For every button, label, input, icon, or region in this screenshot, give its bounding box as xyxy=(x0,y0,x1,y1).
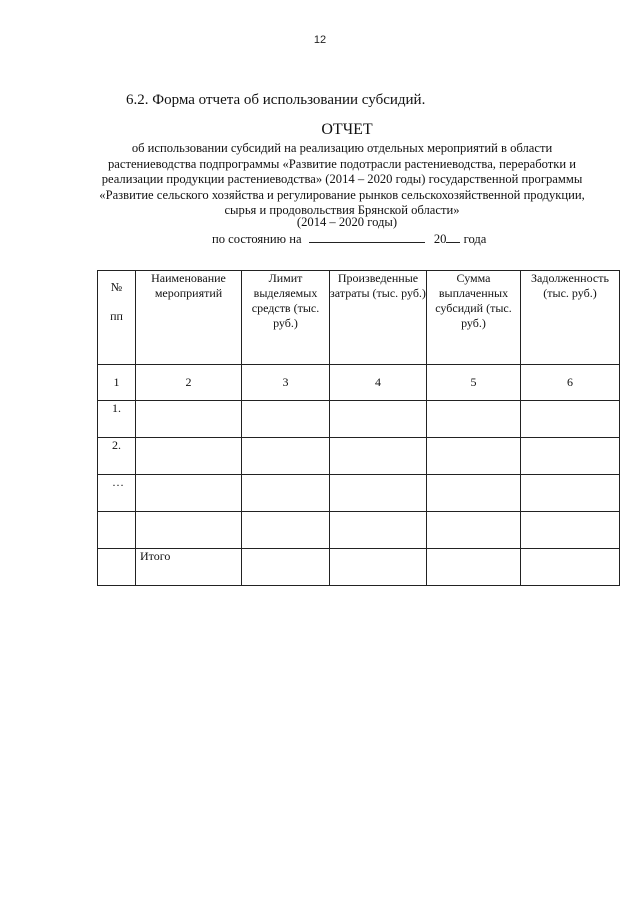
header-no-symbol: № xyxy=(110,280,123,294)
table-cell xyxy=(330,512,427,549)
table-cell xyxy=(330,475,427,512)
row-name xyxy=(136,475,242,512)
row-number: … xyxy=(98,475,136,512)
header-limit: Лимит выделяемых средств (тыс. руб.) xyxy=(242,271,330,365)
table-cell xyxy=(521,512,620,549)
table-header-row xyxy=(98,271,620,365)
column-number-row xyxy=(98,365,620,401)
table-row xyxy=(98,475,620,512)
table-cell xyxy=(242,549,330,586)
table-cell xyxy=(521,475,620,512)
row-name xyxy=(136,512,242,549)
column-number: 5 xyxy=(427,365,521,401)
date-year-prefix: 20 xyxy=(433,232,447,246)
table-cell xyxy=(427,549,521,586)
column-number: 3 xyxy=(242,365,330,401)
date-suffix: года xyxy=(463,232,487,246)
header-name: Наименование мероприятий xyxy=(136,271,242,365)
table-row xyxy=(98,512,620,549)
column-number: 1 xyxy=(98,365,136,401)
report-subtitle: об использовании субсидий на реализацию отдельных мероприятий в области растениеводства подпрограммы «Развитие подотрасли растениеводства, переработки и реализации продукции растениеводства» (2014 – 2020 годы) государственной программы «Развитие сельского хозяйства и регулирование рынков сельскохозяйственной продукции, сырья и продовольствия Брянской области» xyxy=(99,141,585,218)
table-cell xyxy=(330,549,427,586)
report-table xyxy=(97,270,620,586)
row-name xyxy=(136,438,242,475)
table-cell xyxy=(242,401,330,438)
section-heading: 6.2. Форма отчета об использовании субсидий. xyxy=(126,92,426,108)
date-prefix: по состоянию на xyxy=(212,232,302,246)
table-cell xyxy=(427,475,521,512)
total-label: Итого xyxy=(136,549,242,586)
table-cell xyxy=(330,438,427,475)
report-date-line xyxy=(212,231,486,247)
column-number: 4 xyxy=(330,365,427,401)
header-paid: Сумма выплаченных субсидий (тыс. руб.) xyxy=(427,271,521,365)
table-cell xyxy=(427,401,521,438)
header-no xyxy=(98,271,136,365)
table-row xyxy=(98,401,620,438)
table-cell xyxy=(427,438,521,475)
table-cell xyxy=(242,475,330,512)
table-cell xyxy=(521,549,620,586)
column-number: 2 xyxy=(136,365,242,401)
table-cell xyxy=(427,512,521,549)
header-pp: пп xyxy=(110,309,123,323)
table-row xyxy=(98,438,620,475)
report-years: (2014 – 2020 годы) xyxy=(296,215,398,229)
row-number: 2. xyxy=(98,438,136,475)
date-blank xyxy=(309,231,425,243)
table-cell xyxy=(521,401,620,438)
header-debt: Задолженность (тыс. руб.) xyxy=(521,271,620,365)
table-cell xyxy=(242,512,330,549)
row-number xyxy=(98,512,136,549)
column-number: 6 xyxy=(521,365,620,401)
row-name xyxy=(136,401,242,438)
table-cell xyxy=(330,401,427,438)
report-title: ОТЧЕТ xyxy=(321,121,373,138)
table-cell xyxy=(521,438,620,475)
row-number xyxy=(98,549,136,586)
year-blank xyxy=(446,231,460,243)
table-cell xyxy=(242,438,330,475)
page-number: 12 xyxy=(313,34,327,46)
total-row xyxy=(98,549,620,586)
row-number: 1. xyxy=(98,401,136,438)
header-costs: Произведенные затраты (тыс. руб.) xyxy=(330,271,427,365)
